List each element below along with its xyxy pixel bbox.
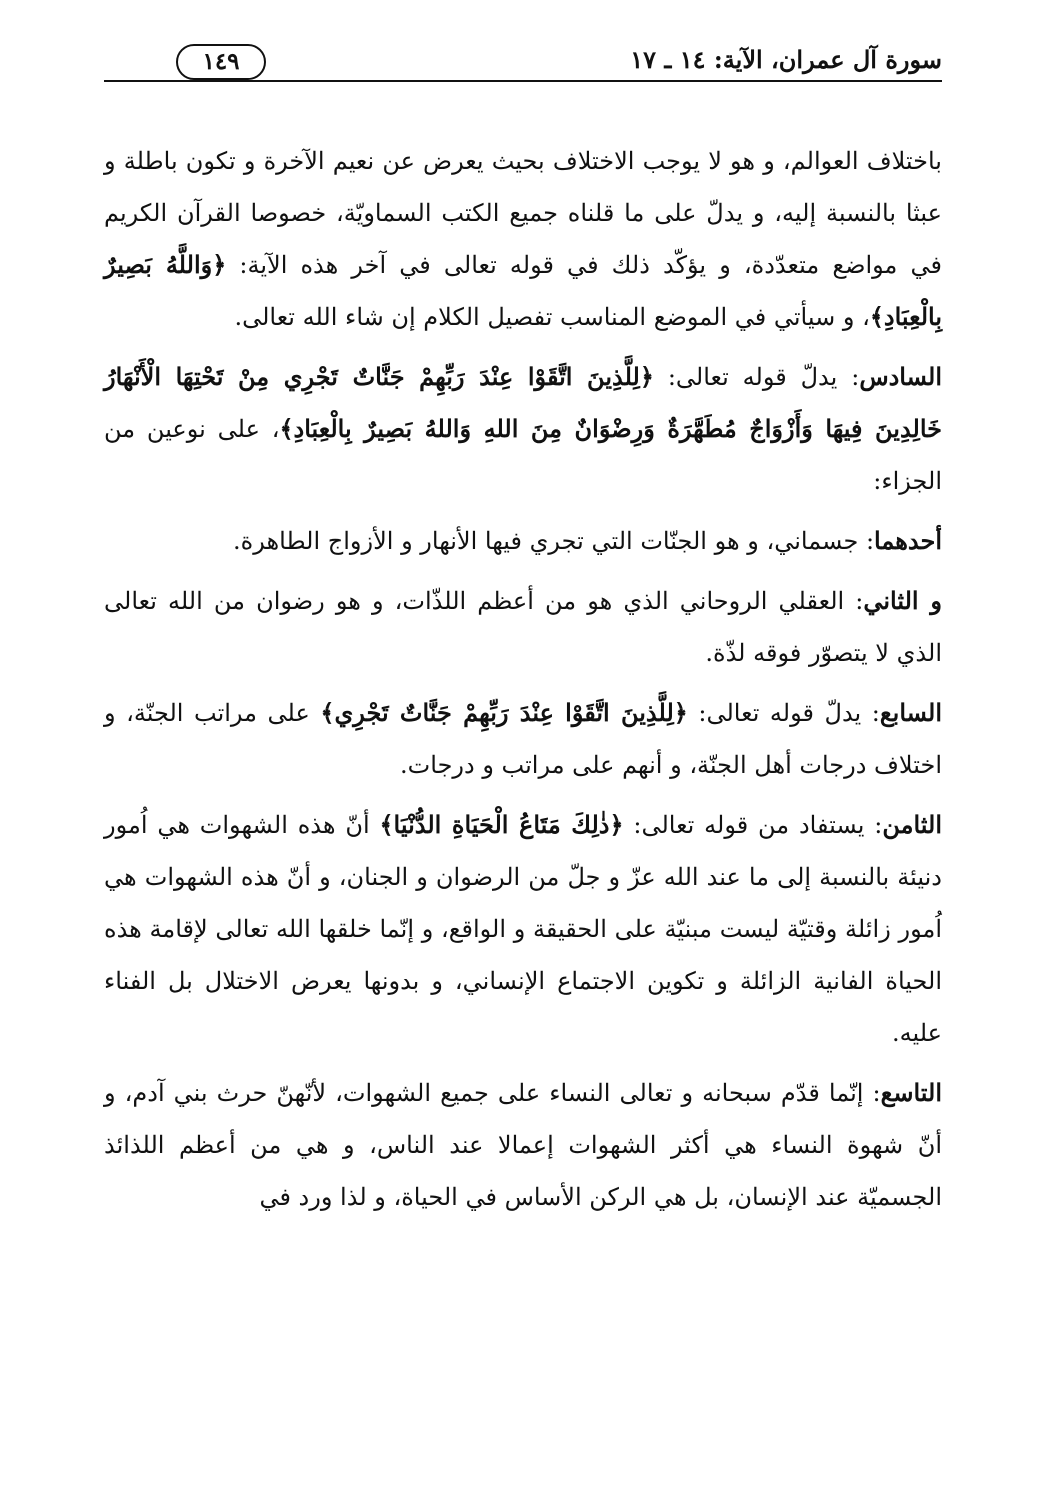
quran-verse: ﴿لِلَّذِينَ اتَّقَوْا عِنْدَ رَبِّهِمْ جَنَّاتٌ تَجْرِي مِنْ تَحْتِهَا الْأَنْهَارُ خَالِدِينَ فِيهَا وَأَزْوَاجٌ مُطَهَّرَةٌ وَرِضْوَانٌ مِنَ اللهِ وَاللهُ بَصِيرٌ بِالْعِبَادِ﴾ [104,362,943,443]
paragraph-text: أنّ هذه الشهوات هي اُمور دنيئة بالنسبة إلى ما عند الله عزّ و جلّ من الرضوان و الجنان، و أنّ هذه الشهوات هي اُمور زائلة وقتيّة ليست مبنيّة على الحقيقة و الواقع، و إنّما خلقها الله تعالى لإقامة هذه الحياة الفانية الزائلة و تكوين الاجتماع الإنساني، و بدونها يعرض الاختلال بل الفناء عليه. [104,811,942,1047]
quran-verse: ﴿ذٰلِكَ مَتَاعُ الْحَيَاةِ الدُّنْيَا﴾ [379,810,624,839]
paragraph-text: : يدلّ قوله تعالى: [653,363,860,391]
page-header [104,42,942,82]
header-rule [104,80,942,82]
quran-verse: ﴿لِلَّذِينَ اتَّقَوْا عِنْدَ رَبِّهِمْ جَنَّاتٌ تَجْرِي﴾ [320,698,688,727]
paragraph-text: : العقلي الروحاني الذي هو من أعظم اللذّات، و هو رضوان من الله تعالى الذي لا يتصوّر فوقه لذّة. [104,587,942,667]
point-heading: السادس [859,362,942,391]
paragraph-first-kind [104,515,942,567]
point-heading: التاسع [880,1078,943,1107]
quran-verse: ﴿وَاللَّهُ بَصِيرٌ بِالْعِبَادِ﴾ [104,250,942,331]
paragraph-eighth [104,799,942,1059]
page-number: ١٤٩ [176,44,266,80]
paragraph-intro [104,135,942,343]
point-heading: السابع [879,698,943,727]
point-heading: و الثاني [863,586,942,615]
point-heading: أحدهما [874,526,942,555]
page-body [104,135,942,1223]
running-title: سورة آل عمران، الآية: ١٤ ـ ١٧ [630,45,942,74]
paragraph-text: : يستفاد من قوله تعالى: [623,811,883,839]
paragraph-text: : إنّما قدّم سبحانه و تعالى النساء على جميع الشهوات، لأنّهنّ حرث بني آدم، و أنّ شهوة النساء هي أكثر الشهوات إعمالا عند الناس، و هي من أعظم اللذائذ الجسميّة عند الإنسان، بل هي الركن الأساس في الحياة، و لذا ورد في [104,1079,942,1211]
paragraph-seventh [104,687,942,791]
paragraph-text: ، على نوعين من الجزاء: [104,415,942,495]
point-heading: الثامن [882,810,942,839]
paragraph-ninth [104,1067,942,1223]
paragraph-text: : جسماني، و هو الجنّات التي تجري فيها الأنهار و الأزواج الطاهرة. [233,527,875,555]
paragraph-text: على مراتب الجنّة، و اختلاف درجات أهل الجنّة، و أنهم على مراتب و درجات. [104,699,942,779]
paragraph-text: باختلاف العوالم، و هو لا يوجب الاختلاف بحيث يعرض عن نعيم الآخرة و تكون باطلة و عبثا بالنسبة إليه، و يدلّ على ما قلناه جميع الكتب السماويّة، خصوصا القرآن الكريم في مواضع متعدّدة، و يؤكّد ذلك في قوله تعالى في آخر هذه الآية: [104,147,942,279]
paragraph-sixth [104,351,942,507]
paragraph-text: ، و سيأتي في الموضع المناسب تفصيل الكلام إن شاء الله تعالى. [234,303,870,331]
paragraph-second-kind [104,575,942,679]
paragraph-text: : يدلّ قوله تعالى: [687,699,880,727]
